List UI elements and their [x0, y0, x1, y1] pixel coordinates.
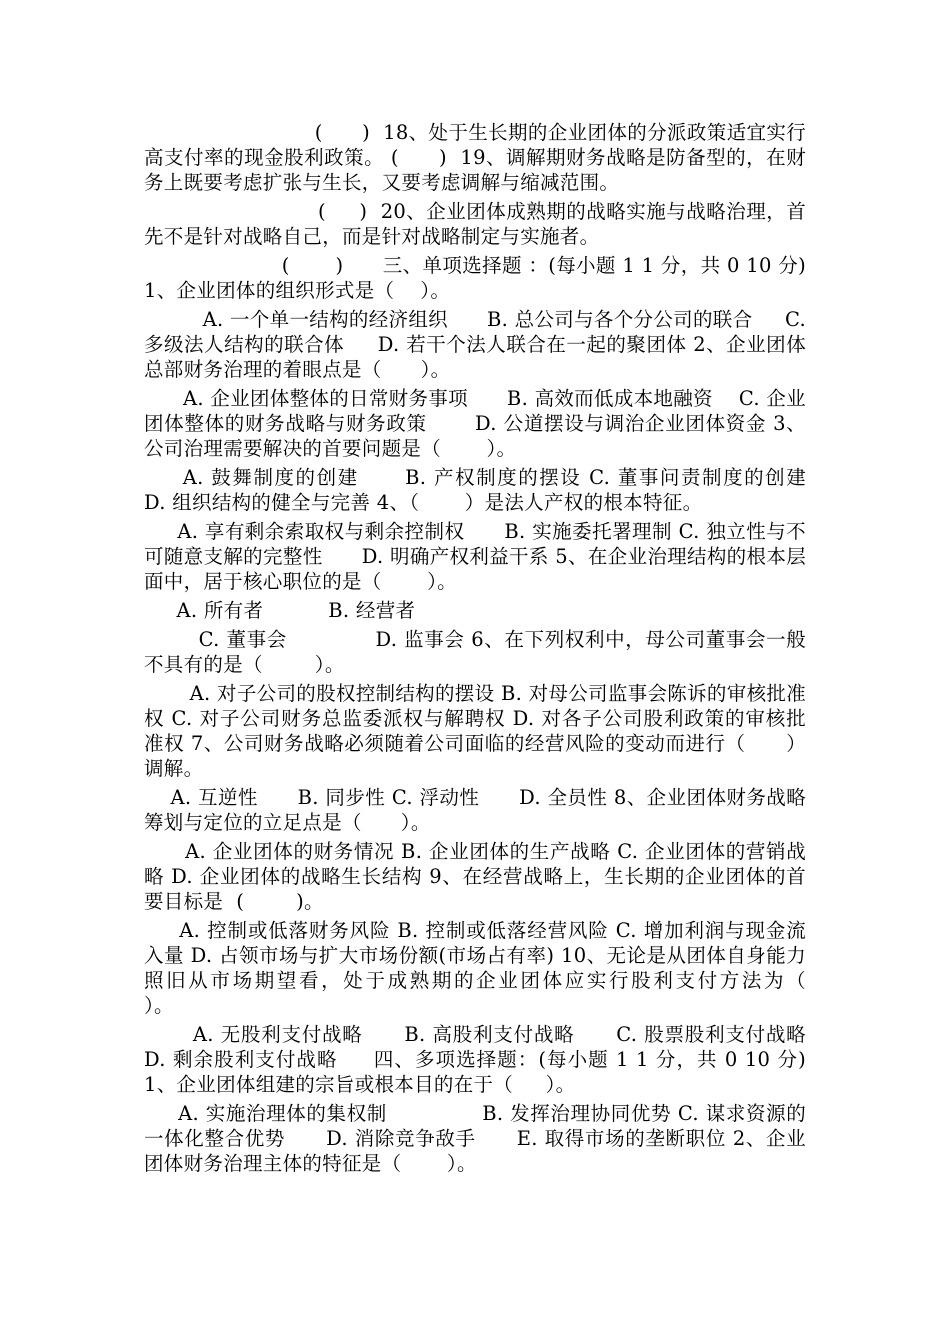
paragraph-12: A. 企业团体的财务情况 B. 企业团体的生产战略 C. 企业团体的营销战略 D. 企业团体的战略生长结构 9、在经营战略上，生长期的企业团体的首要目标是 ( )。	[144, 840, 806, 913]
document-page	[144, 120, 852, 1180]
paragraph-9: C. 董事会 D. 监事会 6、在下列权利中，母公司董事会一般不具有的是（ ）。	[144, 628, 806, 676]
paragraph-10: A. 对子公司的股权控制结构的摆设 B. 对母公司监事会陈诉的审核批准权 C. 对子公司财务总监委派权与解聘权 D. 对各子公司股利政策的审核批准权 7、公司财务战略必须随着公司面临的经营风险的变动而进行（ ）调解。	[144, 682, 806, 780]
paragraph-3: ( ) 三、单项选择题 ：(每小题 1 1 分，共 0 10 分) 1、企业团体的组织形式是（ ）。	[144, 254, 845, 302]
paragraph-5: A. 企业团体整体的日常财务事项 B. 高效而低成本地融资 C. 企业团体整体的财务战略与财务政策 D. 公道摆设与调治企业团体资金 3、公司治理需要解决的首要问题是（ ）。	[144, 387, 806, 460]
paragraph-14: A. 无股利支付战略 B. 高股利支付战略 C. 股票股利支付战略 D. 剩余股利支付战略 四、多项选择题：(每小题 1 1 分，共 0 10 分) 1、企业团体组建的宗旨或根本目的在于（ ）。	[144, 1023, 845, 1096]
paragraph-11: A. 互逆性 B. 同步性 C. 浮动性 D. 全员性 8、企业团体财务战略筹划与定位的立足点是（ ）。	[144, 786, 806, 834]
paragraph-13: A. 控制或低落财务风险 B. 控制或低落经营风险 C. 增加利润与现金流入量 D. 占领市场与扩大市场份额(市场占有率) 10、无论是从团体自身能力照旧从市场期望看，处于成熟期的企业团体应实行股利支付方法为（ ）。	[144, 919, 852, 1017]
paragraph-2: ( ) 20、企业团体成熟期的战略实施与战略治理，首先不是针对战略自己，而是针对战略制定与实施者。	[144, 200, 807, 248]
paragraph-7: A. 享有剩余索取权与剩余控制权 B. 实施委托署理制 C. 独立性与不可随意支解的完整性 D. 明确产权利益干系 5、在企业治理结构的根本层面中，居于核心职位的是（ ）。	[144, 520, 806, 593]
paragraph-6: A. 鼓舞制度的创建 B. 产权制度的摆设 C. 董事问责制度的创建 D. 组织结构的健全与完善 4、（ ）是法人产权的根本特征。	[144, 466, 833, 514]
paragraph-1: ( ) 18、处于生长期的企业团体的分派政策适宜实行高支付率的现金股利政策。 ( ) 19、调解期财务战略是防备型的，在财务上既要考虑扩张与生长，又要考虑调解与缩减范围。	[144, 121, 806, 194]
paragraph-4: A. 一个单一结构的经济组织 B. 总公司与各个分公司的联合 C. 多级法人结构的联合体 D. 若干个法人联合在一起的聚团体 2、企业团体总部财务治理的着眼点是（ ）。	[144, 308, 813, 381]
paragraph-15: A. 实施治理体的集权制 B. 发挥治理协同优势 C. 谋求资源的一体化整合优势 D. 消除竞争敌手 E. 取得市场的垄断职位 2、企业团体财务治理主体的特征是（ ）。	[144, 1102, 806, 1175]
paragraph-8: A. 所有者 B. 经营者	[144, 599, 416, 622]
